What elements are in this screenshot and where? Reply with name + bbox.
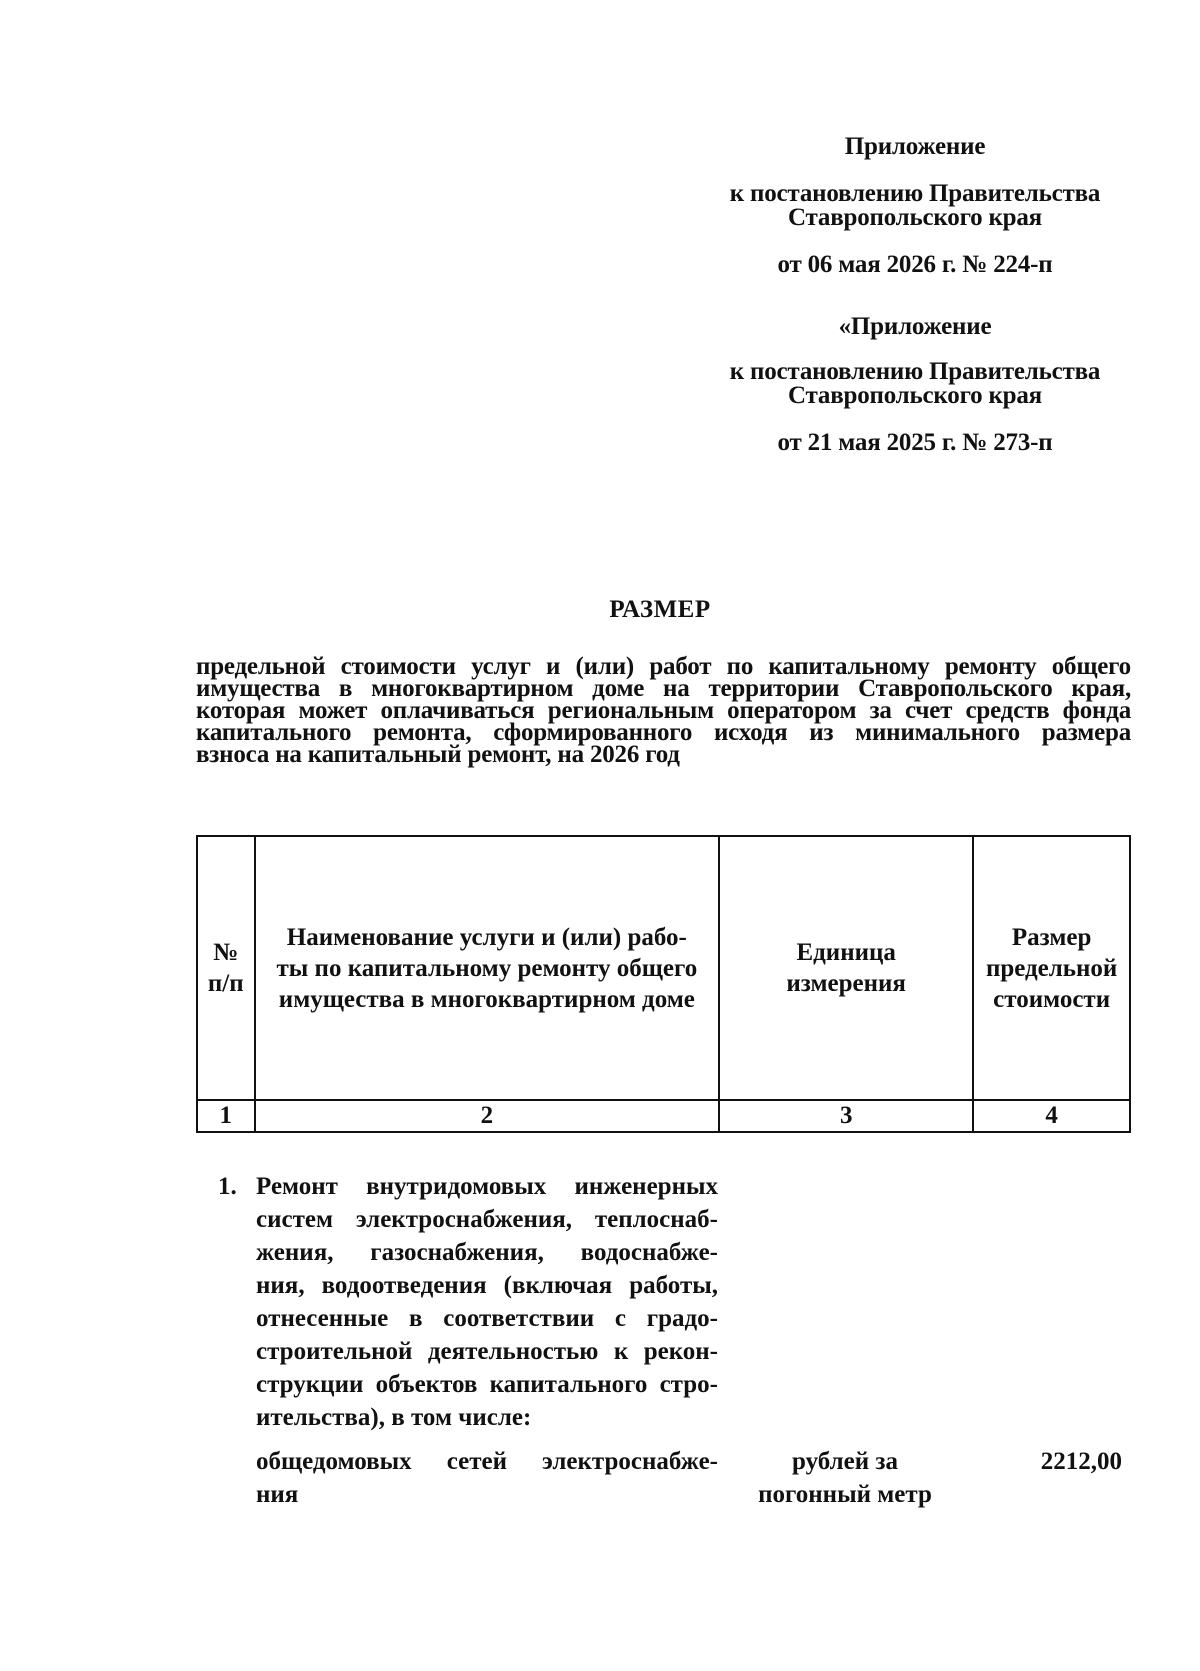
row-electricity-unit-line-1: рублей за bbox=[792, 1448, 898, 1475]
header-name-line-1: Наименование услуги и (или) рабо- bbox=[286, 923, 687, 951]
appendix-label: Приложение bbox=[844, 133, 986, 160]
section-1-line: отнесенные в соответствии с градо- bbox=[256, 1305, 718, 1332]
section-1-line: струкции объектов капитального стро- bbox=[256, 1371, 718, 1398]
column-number-cell: 3 bbox=[719, 1100, 973, 1132]
quoted-resolution-date-number: от 21 мая 2025 г. № 273-п bbox=[777, 429, 1053, 456]
header-number-line-1: № bbox=[213, 939, 239, 966]
subtitle-line: взноса на капитальный ремонт, на 2026 год bbox=[196, 741, 680, 768]
column-number-cell: 1 bbox=[197, 1100, 255, 1132]
row-electricity-name bbox=[256, 1445, 718, 1511]
row-electricity-unit bbox=[740, 1445, 950, 1511]
header-number-line-2: п/п bbox=[207, 970, 244, 997]
quoted-appendix-label: «Приложение bbox=[838, 313, 992, 340]
header-unit-line-2: измерения bbox=[786, 970, 906, 997]
row-electricity-value: 2212,00 bbox=[1040, 1448, 1122, 1475]
resolution-line-1: к постановлению Правительства bbox=[729, 180, 1101, 207]
column-number-cell: 4 bbox=[973, 1100, 1130, 1132]
header-cell-name bbox=[255, 836, 720, 1100]
subtitle-line: предельной стоимости услуг и (или) работ по капитальному ремонту общего bbox=[196, 653, 1131, 680]
section-1-line: Ремонт внутридомовых инженерных bbox=[256, 1173, 718, 1200]
header-unit-line-1: Единица bbox=[796, 939, 896, 966]
section-1-line: строительной деятельностью к рекон- bbox=[256, 1338, 718, 1365]
header-cell-unit bbox=[719, 836, 973, 1100]
subtitle-line: капитального ремонта, сформированного исходя из минимального размера bbox=[196, 719, 1131, 746]
document-subtitle bbox=[196, 653, 1131, 768]
quoted-resolution-line-2: Ставропольского края bbox=[787, 382, 1043, 409]
header-cell-cost bbox=[973, 836, 1130, 1100]
subtitle-line: имущества в многоквартирном доме на территории Ставропольского края, bbox=[196, 675, 1131, 702]
subtitle-line: которая может оплачиваться региональным оператором за счет средств фонда bbox=[196, 697, 1131, 724]
header-cell-number bbox=[197, 836, 255, 1100]
section-1-line: ния, водоотведения (включая работы, bbox=[256, 1272, 718, 1299]
header-name-line-3: имущества в многоквартирном доме bbox=[278, 985, 695, 1013]
document-title: РАЗМЕР bbox=[609, 596, 711, 623]
row-electricity-name-line: ния bbox=[256, 1481, 299, 1508]
row-electricity-name-line: общедомовых сетей электроснабже- bbox=[256, 1448, 718, 1475]
section-1-line: систем электроснабжения, теплоснаб- bbox=[256, 1206, 718, 1233]
header-cost-line-2: предельной bbox=[985, 954, 1118, 982]
resolution-line-2: Ставропольского края bbox=[787, 204, 1043, 231]
header-name-line-2: ты по капитальному ремонту общего bbox=[276, 954, 698, 982]
resolution-date-number: от 06 мая 2026 г. № 224-п bbox=[777, 251, 1053, 278]
cost-table-header bbox=[196, 835, 1131, 1133]
section-1-line: жения, газоснабжения, водоснабже- bbox=[256, 1239, 718, 1266]
column-number-cell: 2 bbox=[255, 1100, 720, 1132]
header-cost-line-1: Размер bbox=[1011, 923, 1092, 951]
header-cost-line-3: стоимости bbox=[993, 985, 1111, 1013]
row-electricity-unit-line-2: погонный метр bbox=[758, 1481, 932, 1508]
quoted-resolution-line-1: к постановлению Правительства bbox=[729, 358, 1101, 385]
table-column-number-row bbox=[197, 1100, 1130, 1132]
section-1-text bbox=[256, 1170, 718, 1434]
section-1-line: ительства), в том числе: bbox=[256, 1404, 532, 1431]
table-header-row bbox=[197, 836, 1130, 1100]
section-1-number: 1. bbox=[218, 1173, 237, 1200]
